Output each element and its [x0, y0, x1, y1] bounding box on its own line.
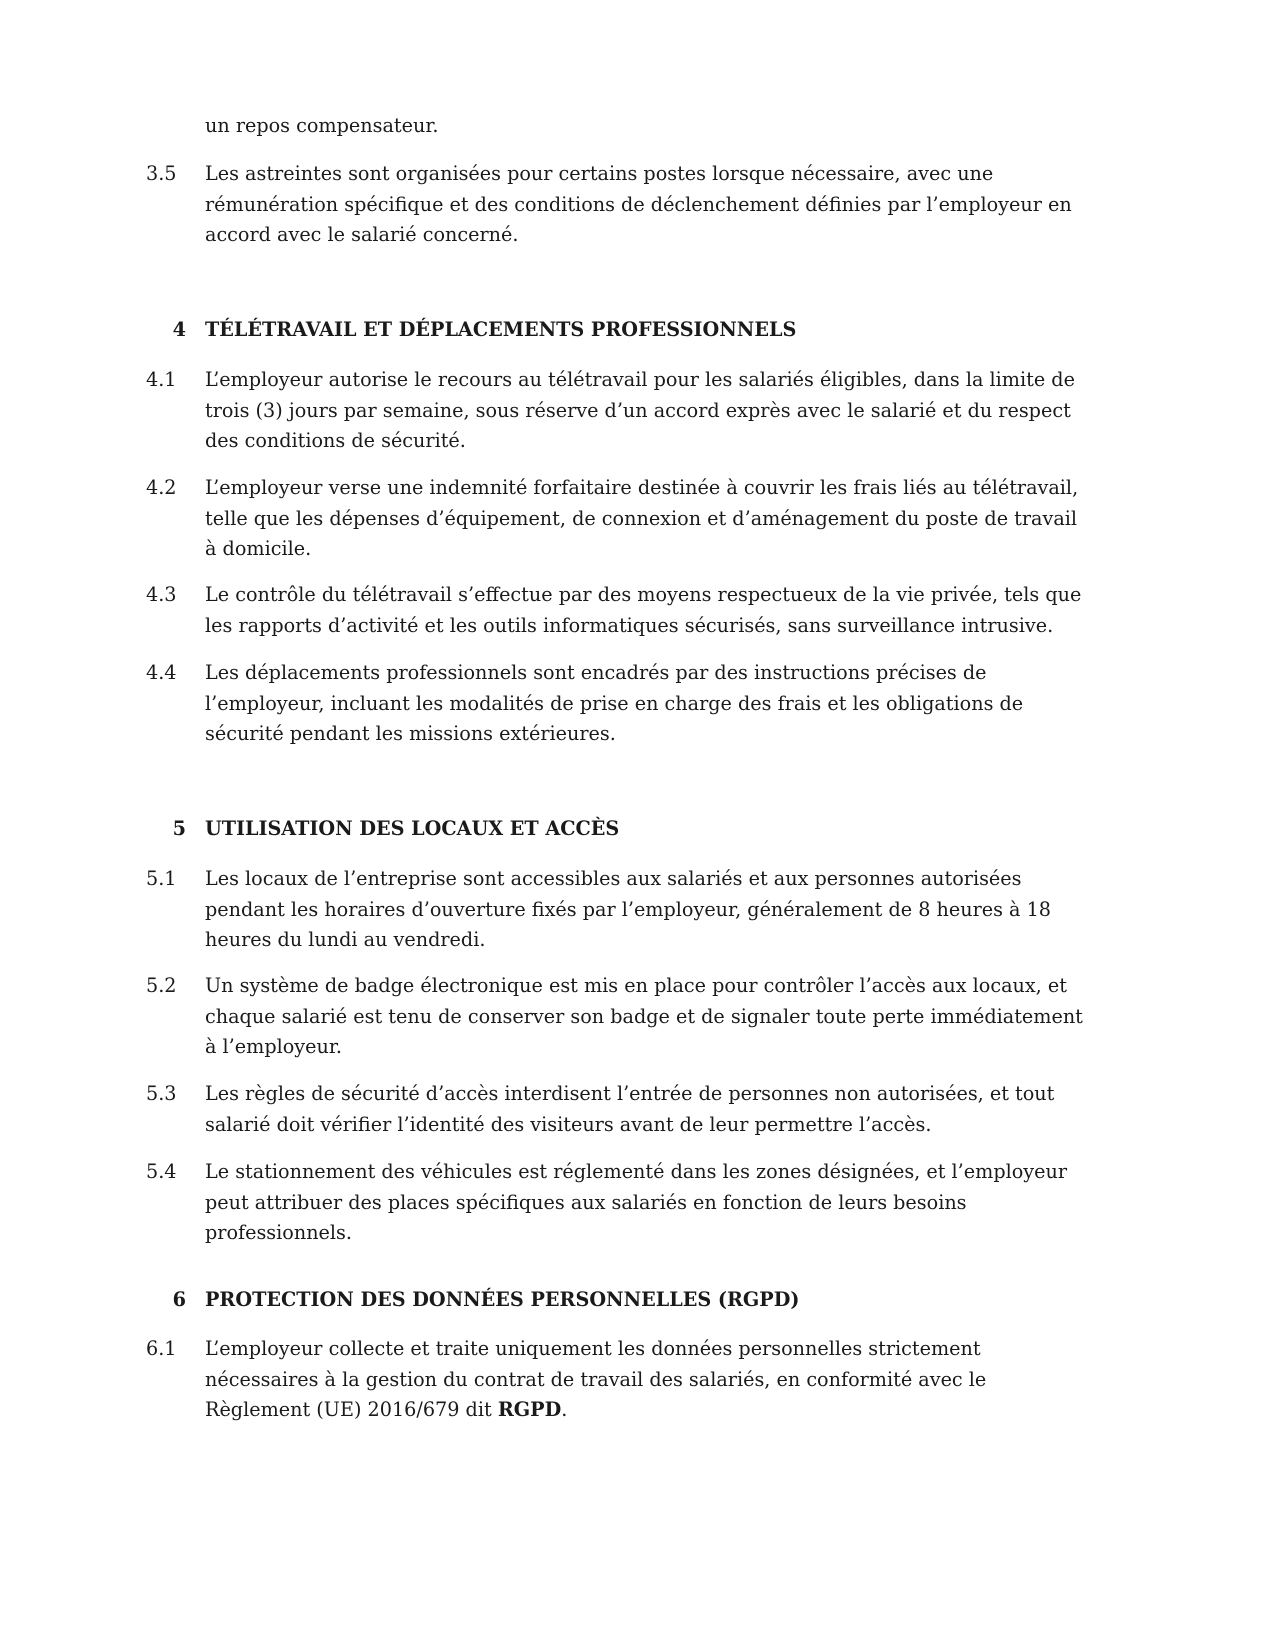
- section-title: UTILISATION DES LOCAUX ET ACCÈS: [205, 817, 620, 840]
- clause-text: Le contrôle du télétravail s’effectue par des moyens respectueux de la vie privée, tels que les rapports d’activité et les outils informatiques sécurisés, sans surveillance intrusive.: [205, 583, 1082, 637]
- continuation-text: un repos compensateur.: [205, 114, 439, 137]
- clause-text: [205, 1334, 1085, 1426]
- clause-number: 4.4: [146, 661, 177, 684]
- clause-number: 5.4: [146, 1160, 177, 1183]
- clause-number: 5.1: [146, 867, 177, 890]
- clause-6-1: [146, 1334, 1086, 1426]
- section-number: 5: [172, 817, 186, 840]
- clause-text: L’employeur autorise le recours au télétravail pour les salariés éligibles, dans la limite de trois (3) jours par semaine, sous réserve d’un accord exprès avec le salarié et du respect des conditions de sécurité.: [205, 368, 1075, 452]
- clause-5-3: [146, 1079, 1086, 1140]
- section-heading-6: [146, 1285, 1086, 1315]
- clause-number: 6.1: [146, 1337, 177, 1360]
- clause-number: 3.5: [146, 162, 177, 185]
- rgpd-acronym: RGPD: [497, 1398, 562, 1421]
- section-heading-4: [146, 315, 1086, 345]
- clause-text: Les astreintes sont organisées pour certains postes lorsque nécessaire, avec une rémunération spécifique et des conditions de déclenchement définies par l’employeur en accord avec le salarié concerné.: [205, 162, 1072, 246]
- clause-number: 5.2: [146, 974, 177, 997]
- clause-5-2: [146, 971, 1086, 1063]
- clause-number: 4.1: [146, 368, 177, 391]
- clause-3-5: [146, 159, 1086, 251]
- section-title: TÉLÉTRAVAIL ET DÉPLACEMENTS PROFESSIONNELS: [205, 318, 797, 341]
- section-number: 6: [172, 1288, 186, 1311]
- section-title: PROTECTION DES DONNÉES PERSONNELLES (RGPD): [205, 1288, 800, 1311]
- clause-number: 4.2: [146, 476, 177, 499]
- clause-5-4: [146, 1157, 1086, 1249]
- clause-5-1: [146, 864, 1086, 956]
- clause-text: Le stationnement des véhicules est réglementé dans les zones désignées, et l’employeur peut attribuer des places spécifiques aux salariés en fonction de leurs besoins professionnels.: [205, 1160, 1068, 1244]
- clause-4-1: [146, 365, 1086, 457]
- section-number: 4: [172, 318, 186, 341]
- clause-number: 5.3: [146, 1082, 177, 1105]
- clause-text: L’employeur verse une indemnité forfaitaire destinée à couvrir les frais liés au télétravail, telle que les dépenses d’équipement, de connexion et d’aménagement du poste de travail à domicile.: [205, 476, 1079, 560]
- clause-4-3: [146, 580, 1086, 641]
- clause-text-end: .: [561, 1398, 568, 1421]
- section-heading-5: [146, 814, 1086, 844]
- clause-text: Les règles de sécurité d’accès interdisent l’entrée de personnes non autorisées, et tout salarié doit vérifier l’identité des visiteurs avant de leur permettre l’accès.: [205, 1082, 1055, 1136]
- clause-4-2: [146, 473, 1086, 565]
- clause-text: Les déplacements professionnels sont encadrés par des instructions précises de l’employeur, incluant les modalités de prise en charge des frais et les obligations de sécurité pendant les missions extérieures.: [205, 661, 1024, 745]
- clause-text-main: L’employeur collecte et traite uniquement les données personnelles strictement nécessaires à la gestion du contrat de travail des salariés, en conformité avec le Règlement (UE) 2016/679 dit: [205, 1337, 987, 1421]
- clause-4-4: [146, 658, 1086, 750]
- clause-number: 4.3: [146, 583, 177, 606]
- clause-text: Un système de badge électronique est mis en place pour contrôler l’accès aux locaux, et chaque salarié est tenu de conserver son badge et de signaler toute perte immédiatement à l’employeur.: [205, 974, 1083, 1058]
- clause-text: Les locaux de l’entreprise sont accessibles aux salariés et aux personnes autorisées pendant les horaires d’ouverture fixés par l’employeur, généralement de 8 heures à 18 heures du lundi au vendredi.: [205, 867, 1052, 951]
